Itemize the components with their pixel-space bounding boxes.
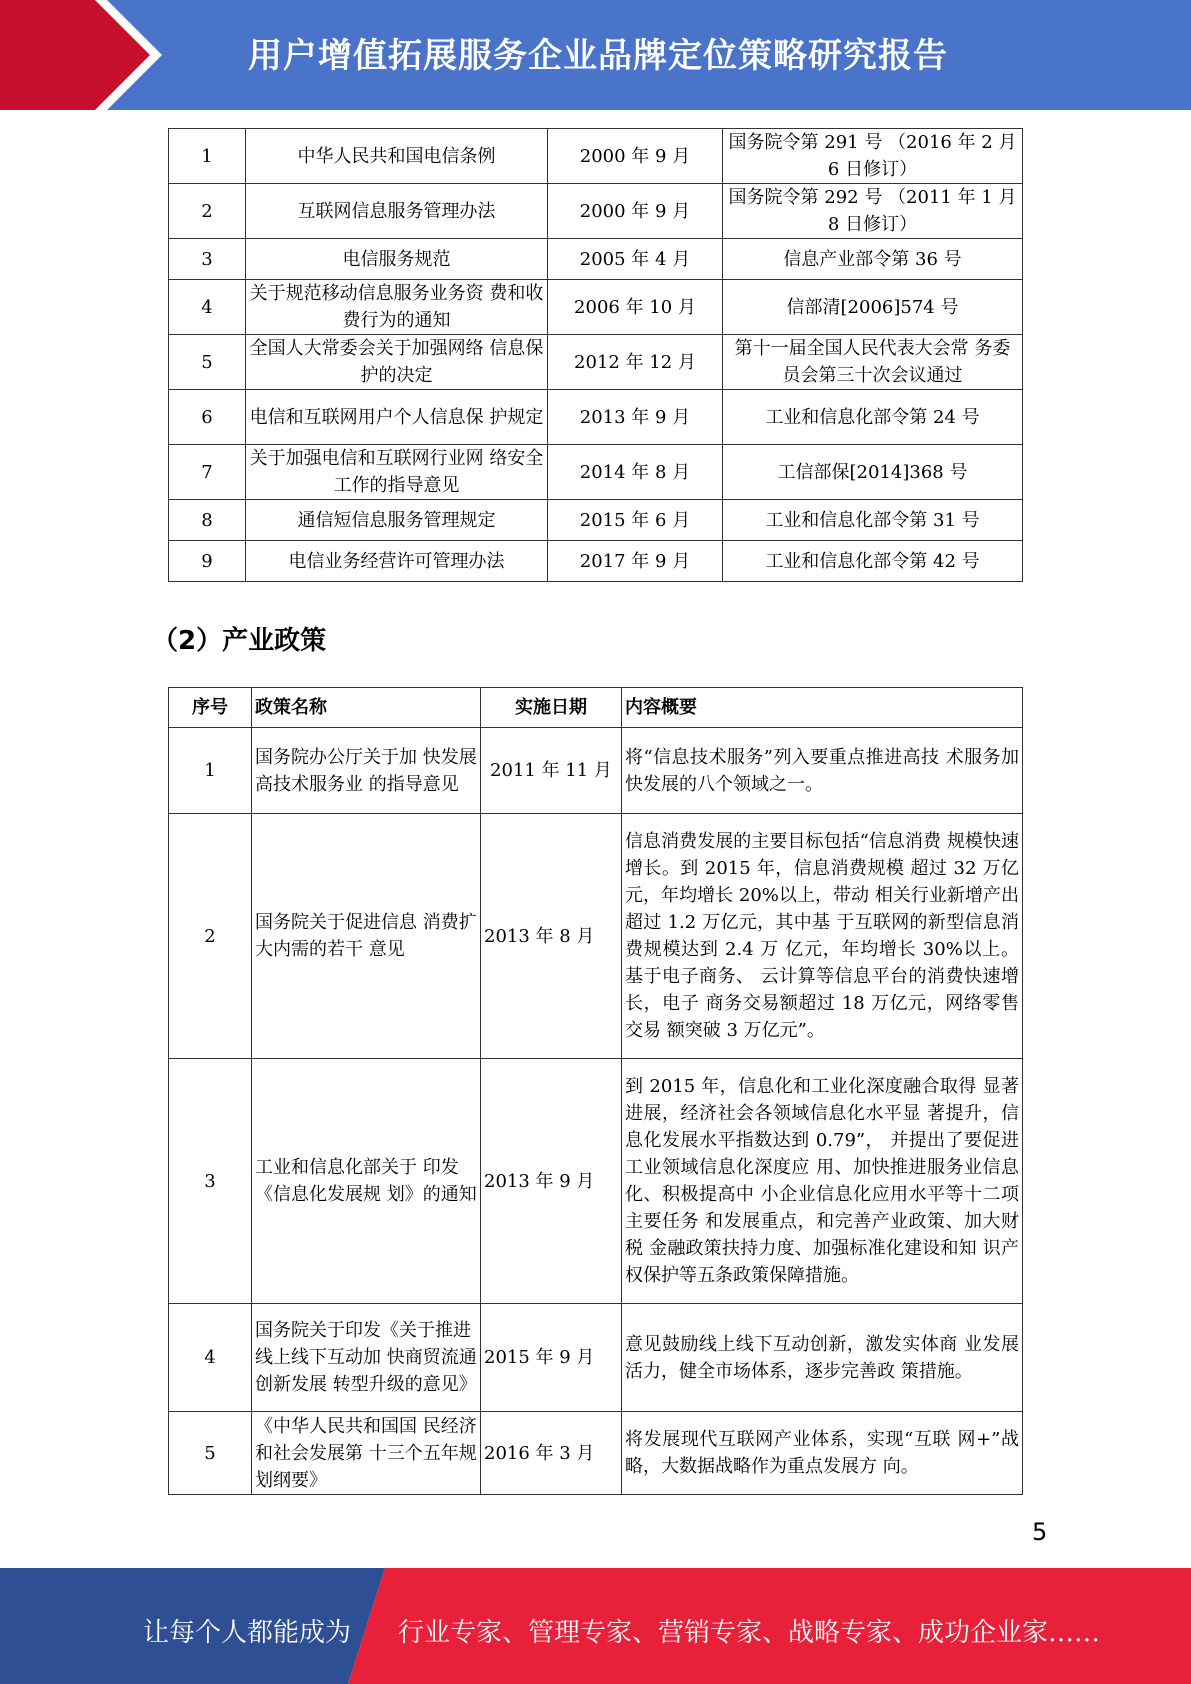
policy-name: 国务院关于印发《关于推进线上线下互动加 快商贸流通创新发展 转型升级的意见》 bbox=[252, 1304, 481, 1412]
policy-summary: 信息消费发展的主要目标包括“信息消费 规模快速增长。到 2015 年，信息消费规模 超过 32 万亿元，年均增长 20%以上，带动 相关行业新增产出超过 1.2 万亿元，其中基 于互联网的新型信息消费规模达到 2.4 万 亿元，年均增长 30%以上。基于电子商务、 云计算等信息平台的消费快速增长，电子 商务交易额超过 18 万亿元，网络零售交易 额突破 3 万亿元”。 bbox=[622, 814, 1023, 1059]
page-footer bbox=[0, 1568, 1191, 1684]
policy-summary: 将“信息技术服务”列入要重点推进高技 术服务加快发展的八个领域之一。 bbox=[622, 728, 1023, 814]
table-row bbox=[169, 239, 1023, 280]
row-index: 5 bbox=[169, 335, 246, 390]
regulation-date: 2015 年 6 月 bbox=[548, 500, 723, 541]
table-row bbox=[169, 445, 1023, 500]
regulation-name: 关于规范移动信息服务业务资 费和收费行为的通知 bbox=[246, 280, 548, 335]
row-index: 7 bbox=[169, 445, 246, 500]
row-index: 4 bbox=[169, 280, 246, 335]
regulation-date: 2000 年 9 月 bbox=[548, 129, 723, 184]
policy-summary: 将发展现代互联网产业体系，实现“互联 网+”战略，大数据战略作为重点发展方 向。 bbox=[622, 1412, 1023, 1495]
row-index: 2 bbox=[169, 814, 252, 1059]
table-row bbox=[169, 1304, 1023, 1412]
regulation-name: 电信和互联网用户个人信息保 护规定 bbox=[246, 390, 548, 445]
regulation-name: 通信短信息服务管理规定 bbox=[246, 500, 548, 541]
policy-table bbox=[168, 687, 1023, 1495]
regulation-date: 2014 年 8 月 bbox=[548, 445, 723, 500]
table-row bbox=[169, 500, 1023, 541]
regulation-date: 2013 年 9 月 bbox=[548, 390, 723, 445]
page-number: 5 bbox=[1032, 1518, 1048, 1546]
table-row bbox=[169, 184, 1023, 239]
policy-date: 2016 年 3 月 bbox=[481, 1412, 622, 1495]
policy-date: 2013 年 9 月 bbox=[481, 1059, 622, 1304]
footer-slogan-right: 行业专家、管理专家、营销专家、战略专家、成功企业家…… bbox=[398, 1618, 1101, 1648]
policy-date: 2015 年 9 月 bbox=[481, 1304, 622, 1412]
policy-date: 2011 年 11 月 bbox=[481, 728, 622, 814]
section-heading: （2）产业政策 bbox=[152, 626, 327, 656]
regulation-issuer: 信部清[2006]574 号 bbox=[723, 280, 1023, 335]
footer-slogan-left: 让每个人都能成为 bbox=[143, 1618, 352, 1648]
policy-name: 国务院关于促进信息 消费扩大内需的若干 意见 bbox=[252, 814, 481, 1059]
regulation-date: 2012 年 12 月 bbox=[548, 335, 723, 390]
regulation-name: 关于加强电信和互联网行业网 络安全工作的指导意见 bbox=[246, 445, 548, 500]
regulation-issuer: 工业和信息化部令第 42 号 bbox=[723, 541, 1023, 582]
row-index: 1 bbox=[169, 129, 246, 184]
regulation-issuer: 国务院令第 292 号 （2011 年 1 月 8 日修订） bbox=[723, 184, 1023, 239]
regulation-name: 全国人大常委会关于加强网络 信息保护的决定 bbox=[246, 335, 548, 390]
regulation-name: 中华人民共和国电信条例 bbox=[246, 129, 548, 184]
header-index: 序号 bbox=[169, 688, 252, 728]
table-row bbox=[169, 1059, 1023, 1304]
table-row bbox=[169, 280, 1023, 335]
row-index: 6 bbox=[169, 390, 246, 445]
row-index: 1 bbox=[169, 728, 252, 814]
regulation-date: 2017 年 9 月 bbox=[548, 541, 723, 582]
policy-summary: 意见鼓励线上线下互动创新，激发实体商 业发展活力，健全市场体系，逐步完善政 策措施。 bbox=[622, 1304, 1023, 1412]
regulation-issuer: 第十一届全国人民代表大会常 务委员会第三十次会议通过 bbox=[723, 335, 1023, 390]
page-header bbox=[0, 0, 1191, 110]
row-index: 4 bbox=[169, 1304, 252, 1412]
regulation-name: 电信业务经营许可管理办法 bbox=[246, 541, 548, 582]
regulation-issuer: 工信部保[2014]368 号 bbox=[723, 445, 1023, 500]
table-header-row bbox=[169, 688, 1023, 728]
header-date: 实施日期 bbox=[481, 688, 622, 728]
row-index: 3 bbox=[169, 1059, 252, 1304]
regulation-date: 2005 年 4 月 bbox=[548, 239, 723, 280]
table-row bbox=[169, 1412, 1023, 1495]
policy-summary: 到 2015 年，信息化和工业化深度融合取得 显著进展，经济社会各领域信息化水平显 著提升，信息化发展水平指数达到 0.79”， 并提出了要促进工业领域信息化深度应 用、加快推进服务业信息化、积极提高中 小企业信息化应用水平等十二项主要任务 和发展重点，和完善产业政策、加大财税 金融政策扶持力度、加强标准化建设和知 识产权保护等五条政策保障措施。 bbox=[622, 1059, 1023, 1304]
table-row bbox=[169, 728, 1023, 814]
policy-date: 2013 年 8 月 bbox=[481, 814, 622, 1059]
row-index: 2 bbox=[169, 184, 246, 239]
row-index: 3 bbox=[169, 239, 246, 280]
regulation-issuer: 工业和信息化部令第 31 号 bbox=[723, 500, 1023, 541]
header-policy-name: 政策名称 bbox=[252, 688, 481, 728]
table-row bbox=[169, 335, 1023, 390]
page-title: 用户增值拓展服务企业品牌定位策略研究报告 bbox=[248, 36, 948, 76]
policy-name: 工业和信息化部关于 印发《信息化发展规 划》的通知 bbox=[252, 1059, 481, 1304]
policy-name: 国务院办公厅关于加 快发展高技术服务业 的指导意见 bbox=[252, 728, 481, 814]
table-row bbox=[169, 814, 1023, 1059]
regulation-date: 2006 年 10 月 bbox=[548, 280, 723, 335]
row-index: 8 bbox=[169, 500, 246, 541]
table-row bbox=[169, 390, 1023, 445]
regulation-issuer: 工业和信息化部令第 24 号 bbox=[723, 390, 1023, 445]
regulation-date: 2000 年 9 月 bbox=[548, 184, 723, 239]
policy-name: 《中华人民共和国国 民经济和社会发展第 十三个五年规划纲要》 bbox=[252, 1412, 481, 1495]
regulation-name: 互联网信息服务管理办法 bbox=[246, 184, 548, 239]
row-index: 9 bbox=[169, 541, 246, 582]
regulation-issuer: 信息产业部令第 36 号 bbox=[723, 239, 1023, 280]
row-index: 5 bbox=[169, 1412, 252, 1495]
header-summary: 内容概要 bbox=[622, 688, 1023, 728]
regulation-name: 电信服务规范 bbox=[246, 239, 548, 280]
table-row bbox=[169, 129, 1023, 184]
table-row bbox=[169, 541, 1023, 582]
regulation-table bbox=[168, 128, 1023, 582]
regulation-issuer: 国务院令第 291 号 （2016 年 2 月 6 日修订） bbox=[723, 129, 1023, 184]
